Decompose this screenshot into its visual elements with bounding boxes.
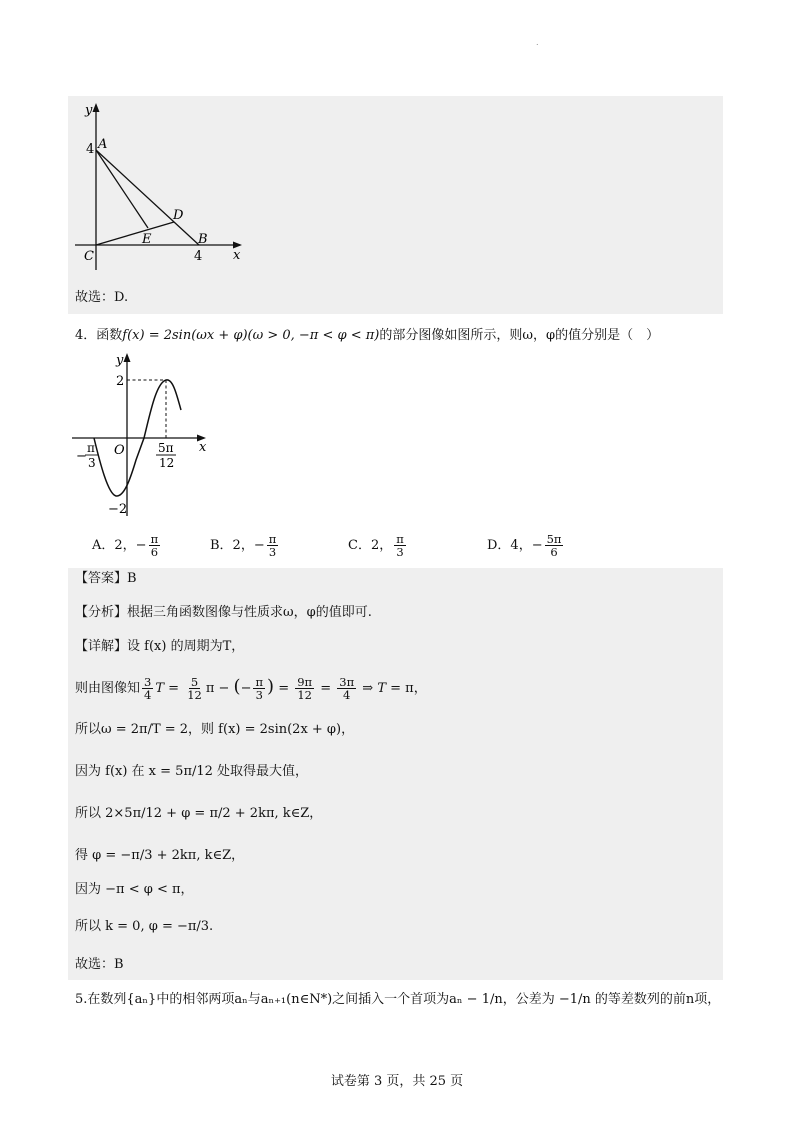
detail-2-prefix: 则由图像知 (75, 681, 141, 697)
x1-neg-sign: − (76, 449, 87, 464)
min-label: −2 (108, 502, 128, 517)
q4-number: 4． (75, 328, 97, 343)
x-axis-label: x (199, 440, 207, 455)
analysis-text: 根据三角函数图像与性质求ω，φ的值即可. (127, 605, 372, 620)
detail-line-6: 得 φ = −π/3 + 2kπ, k∈Z， (75, 848, 245, 863)
option-a-sign: − (135, 538, 147, 554)
segment-AB (96, 150, 199, 245)
option-a-label: A．2， (92, 538, 136, 554)
frac-5-12: $\frac{5}{12}$ (187, 675, 202, 703)
x1-numerator: π (87, 441, 95, 455)
option-d-fraction: $\frac{5\pi}{6}$ (546, 532, 562, 560)
detail-tag: 【详解】 (75, 639, 128, 654)
option-c (348, 533, 408, 558)
frac-9pi-12: $\frac{9\pi}{12}$ (297, 675, 313, 703)
y-axis-arrow (93, 103, 100, 112)
detail-line-8: 所以 k = 0, φ = −π/3. (75, 919, 214, 934)
x2-numerator: 5π (158, 441, 174, 455)
detail-line-7: 因为 −π < φ < π， (75, 882, 194, 897)
x2-denominator: 12 (159, 456, 175, 470)
q4-stem (75, 326, 659, 346)
page-footer: 试卷第 3 页，共 25 页 (330, 1074, 464, 1089)
option-b-sign: − (253, 538, 265, 554)
q5-number: 5. (75, 992, 88, 1007)
detail-line-3: 所以ω = 2π/T = 2，则 f(x) = 2sin(2x + φ)， (75, 722, 355, 737)
option-c-label: C．2， (348, 538, 393, 554)
option-b (210, 533, 280, 558)
q5-stem (75, 990, 720, 1010)
segment-AE (96, 150, 148, 228)
y-axis-label: y (85, 103, 93, 118)
frac-pi-3: $\frac{\pi}{3}$ (255, 675, 264, 703)
detail-line-5: 所以 2×5π/12 + φ = π/2 + 2kπ, k∈Z， (75, 806, 323, 821)
q4-stem-suffix: 的部分图像如图所示，则ω，φ的值分别是（ ） (379, 328, 660, 343)
option-a (92, 533, 162, 558)
detail-line-1 (75, 637, 244, 657)
frac-3pi-4: $\frac{3\pi}{4}$ (339, 675, 355, 703)
option-a-fraction: $\frac{\pi}{6}$ (150, 532, 159, 560)
y-axis-arrow (124, 353, 131, 362)
max-label: 2 (116, 374, 125, 389)
q3-choice: 故选：D. (75, 290, 129, 305)
point-C-label: C (84, 249, 94, 264)
option-b-label: B．2， (210, 538, 254, 554)
option-d (487, 533, 565, 558)
q3-coordinate-figure (70, 98, 260, 273)
y-axis-label: y (116, 353, 124, 368)
option-c-fraction: $\frac{\pi}{3}$ (396, 532, 404, 560)
q4-stem-formula: f(x) = 2sin(ωx + φ)(ω > 0, −π < φ < π) (122, 328, 380, 343)
choice-line: 故选：B (75, 957, 124, 972)
point-D-label: D (173, 208, 184, 223)
detail-line-2: 则由图像知 $\frac{3}{4}$ T = $\frac{5}{12}$ π − (− $\frac{\pi}{3}$ ) = $\frac{9\pi}{12}$ = $\frac{3\pi}{4}$ ⇒ T = π， (75, 675, 427, 703)
point-B-label: B (198, 232, 208, 247)
analysis-tag: 【分析】 (75, 605, 128, 620)
detail-text-1: 设 f(x) 的周期为T， (127, 639, 245, 654)
frac-3-4: $\frac{3}{4}$ (144, 675, 152, 703)
option-d-label: D．4， (487, 538, 532, 554)
segment-CD (96, 222, 174, 245)
x-axis-label: x (233, 248, 241, 263)
point-E-label: E (142, 232, 152, 247)
q5-text: 在数列{aₙ}中的相邻两项aₙ与aₙ₊₁(n∈N*)之间插入一个首项为aₙ − 1/n，公差为 −1/n 的等差数列的前n项， (87, 992, 721, 1007)
detail-line-4: 因为 f(x) 在 x = 5π/12 处取得最大值， (75, 764, 309, 779)
x1-denominator: 3 (88, 456, 96, 470)
point-A-label: A (98, 137, 108, 152)
header-mark: . (536, 38, 539, 47)
answer-line (75, 569, 137, 589)
analysis-line (75, 603, 372, 623)
option-b-fraction: $\frac{\pi}{3}$ (268, 532, 277, 560)
y-tick-label: 4 (86, 142, 95, 157)
q4-stem-prefix: 函数 (96, 328, 123, 343)
answer-tag: 【答案】 (75, 571, 128, 586)
option-d-sign: − (531, 538, 543, 554)
q4-sine-graph (70, 348, 220, 520)
origin-label: O (114, 443, 125, 458)
answer-value: B (127, 571, 137, 586)
x-tick-label: 4 (194, 249, 203, 264)
